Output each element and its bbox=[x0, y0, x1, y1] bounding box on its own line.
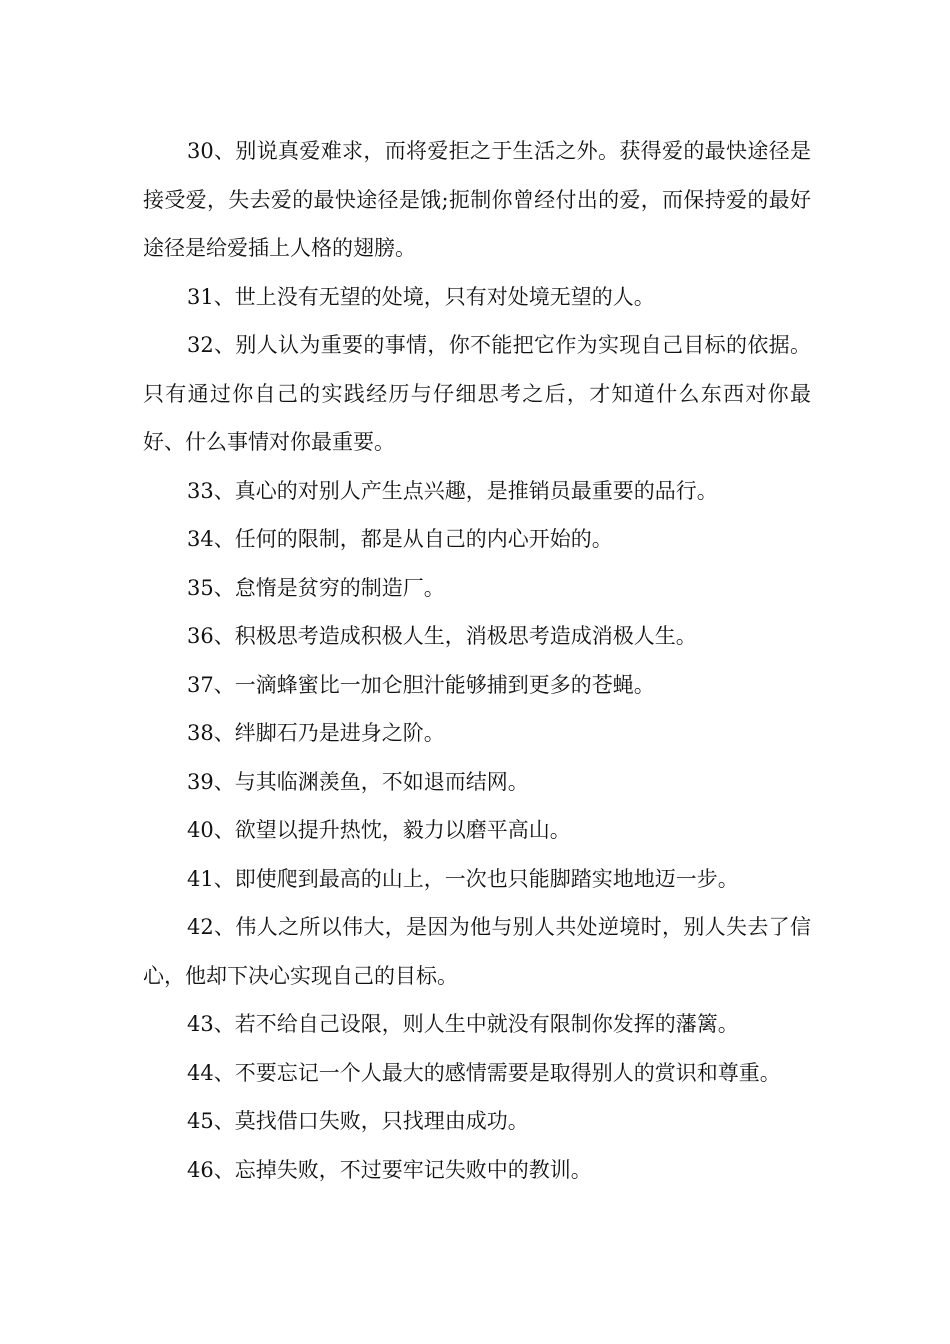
paragraph-37: 37、一滴蜂蜜比一加仑胆汁能够捕到更多的苍蝇。 bbox=[187, 672, 655, 697]
paragraph-31: 31、世上没有无望的处境，只有对处境无望的人。 bbox=[187, 284, 655, 309]
paragraph-42: 42、伟人之所以伟大，是因为他与别人共处逆境时，别人失去了信心，他却下决心实现自己的目标。 bbox=[143, 915, 811, 988]
paragraph-32: 32、别人认为重要的事情，你不能把它作为实现自己目标的依据。只有通过你自己的实践经历与仔细思考之后，才知道什么东西对你最好、什么事情对你最重要。 bbox=[143, 333, 811, 454]
paragraph-39: 39、与其临渊羡鱼，不如退而结网。 bbox=[187, 769, 529, 794]
document-body bbox=[143, 127, 811, 1194]
paragraph-46: 46、忘掉失败，不过要牢记失败中的教训。 bbox=[187, 1157, 592, 1182]
paragraph-43: 43、若不给自己设限，则人生中就没有限制你发挥的藩篱。 bbox=[187, 1012, 739, 1036]
paragraph-40: 40、欲望以提升热忱，毅力以磨平高山。 bbox=[187, 818, 571, 842]
paragraph-30: 30、别说真爱难求，而将爱拒之于生活之外。获得爱的最快途径是接受爱，失去爱的最快途径是饿;扼制你曾经付出的爱，而保持爱的最好途径是给爱插上人格的翅膀。 bbox=[143, 139, 811, 260]
paragraph-36: 36、积极思考造成积极人生，消极思考造成消极人生。 bbox=[187, 624, 697, 648]
paragraph-41: 41、即使爬到最高的山上，一次也只能脚踏实地地迈一步。 bbox=[187, 866, 739, 891]
paragraph-38: 38、绊脚石乃是进身之阶。 bbox=[187, 721, 445, 745]
paragraph-33: 33、真心的对别人产生点兴趣，是推销员最重要的品行。 bbox=[187, 478, 718, 503]
paragraph-35: 35、怠惰是贫穷的制造厂。 bbox=[187, 575, 445, 600]
paragraph-34: 34、任何的限制，都是从自己的内心开始的。 bbox=[187, 527, 613, 551]
paragraph-45: 45、莫找借口失败，只找理由成功。 bbox=[187, 1109, 529, 1133]
paragraph-44: 44、不要忘记一个人最大的感情需要是取得别人的赏识和尊重。 bbox=[187, 1060, 781, 1085]
